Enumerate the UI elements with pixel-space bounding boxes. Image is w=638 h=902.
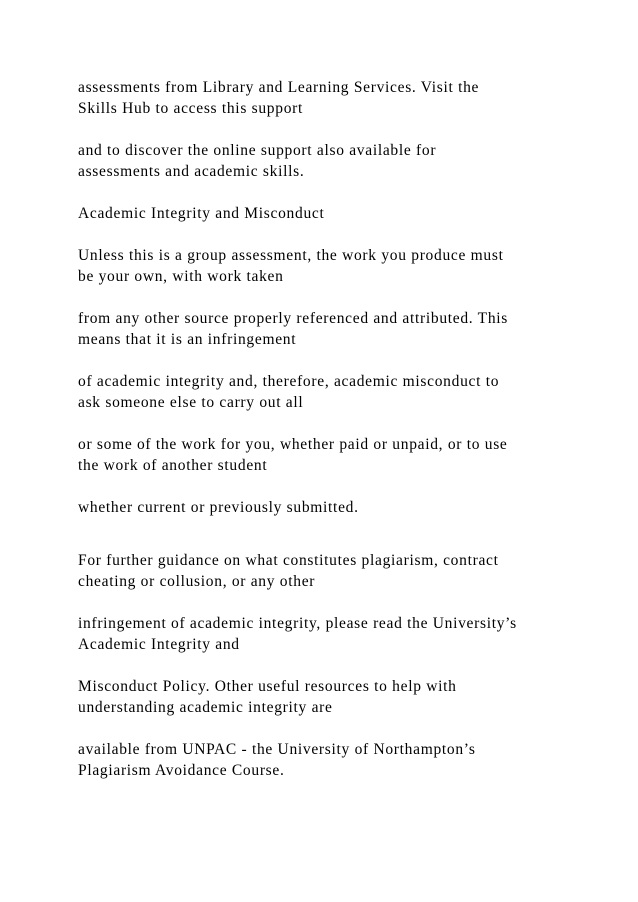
paragraph-further-guidance: For further guidance on what constitutes plagiarism, contract cheating or collusion, or any other [78, 552, 499, 590]
paragraph-unpac-course: available from UNPAC - the University of Northampton’s Plagiarism Avoidance Course. [78, 741, 476, 779]
paragraph-useful-resources: Misconduct Policy. Other useful resources to help with understanding academic integrity are [78, 678, 457, 716]
paragraph-paid-unpaid: or some of the work for you, whether paid or unpaid, or to use the work of another student [78, 436, 508, 474]
section-heading-academic-integrity: Academic Integrity and Misconduct [78, 205, 325, 222]
paragraph-library-services: assessments from Library and Learning Services. Visit the Skills Hub to access this support [78, 79, 480, 117]
paragraph-own-work: Unless this is a group assessment, the work you produce must be your own, with work taken [78, 247, 504, 285]
paragraph-previously-submitted: whether current or previously submitted. [78, 499, 359, 516]
paragraph-referenced-sources: from any other source properly referenced and attributed. This means that it is an infringement [78, 310, 509, 348]
paragraph-online-support: and to discover the online support also available for assessments and academic skills. [78, 142, 437, 180]
paragraph-university-policy: infringement of academic integrity, please read the University’s Academic Integrity and [78, 615, 517, 653]
paragraph-academic-misconduct: of academic integrity and, therefore, academic misconduct to ask someone else to carry out all [78, 373, 500, 411]
